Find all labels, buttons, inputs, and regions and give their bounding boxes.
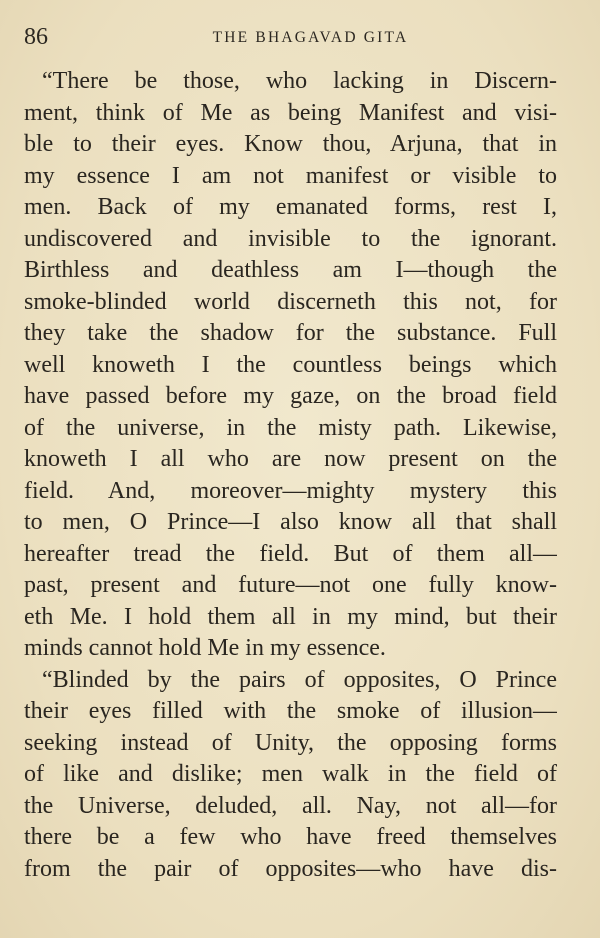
text-line: hereafter tread the field. But of them all—: [24, 540, 557, 567]
body-text: [24, 66, 557, 885]
text-line: the Universe, deluded, all. Nay, not all—for: [24, 792, 557, 819]
text-line: eth Me. I hold them all in my mind, but their: [24, 603, 557, 630]
running-head: [24, 24, 559, 50]
text-line: ment, think of Me as being Manifest and visi-: [24, 99, 557, 126]
text-line: well knoweth I the countless beings which: [24, 351, 557, 378]
text-line: undiscovered and invisible to the ignorant.: [24, 225, 557, 252]
text-line: they take the shadow for the substance. Full: [24, 320, 557, 346]
text-line: there be a few who have freed themselves: [24, 824, 557, 850]
text-line: smoke-blinded world discerneth this not, for: [24, 288, 557, 315]
text-line: knoweth I all who are now present on the: [24, 446, 557, 472]
paragraph-end-line: minds cannot hold Me in my essence.: [24, 635, 386, 661]
text-line: my essence I am not manifest or visible to: [24, 162, 557, 189]
text-line: their eyes filled with the smoke of illusion—: [24, 698, 557, 724]
text-line: past, present and future—not one fully know-: [24, 572, 557, 598]
text-line: to men, O Prince—I also know all that shall: [24, 509, 557, 535]
text-line: from the pair of opposites—who have dis-: [24, 855, 557, 882]
text-line: Birthless and deathless am I—though the: [24, 257, 557, 283]
text-line: ble to their eyes. Know thou, Arjuna, that in: [24, 131, 557, 157]
text-line: men. Back of my emanated forms, rest I,: [24, 194, 557, 220]
text-line: field. And, moreover—mighty mystery this: [24, 477, 557, 504]
text-line: have passed before my gaze, on the broad field: [24, 383, 557, 409]
running-title: THE BHAGAVAD GITA: [212, 29, 409, 46]
text-line: seeking instead of Unity, the opposing forms: [24, 729, 557, 756]
text-line: “There be those, who lacking in Discern-: [42, 68, 557, 94]
text-line: of the universe, in the misty path. Likewise,: [24, 414, 557, 441]
text-line: “Blinded by the pairs of opposites, O Prince: [42, 666, 557, 693]
page-number: 86: [24, 24, 48, 50]
text-line: of like and dislike; men walk in the field of: [24, 761, 557, 787]
